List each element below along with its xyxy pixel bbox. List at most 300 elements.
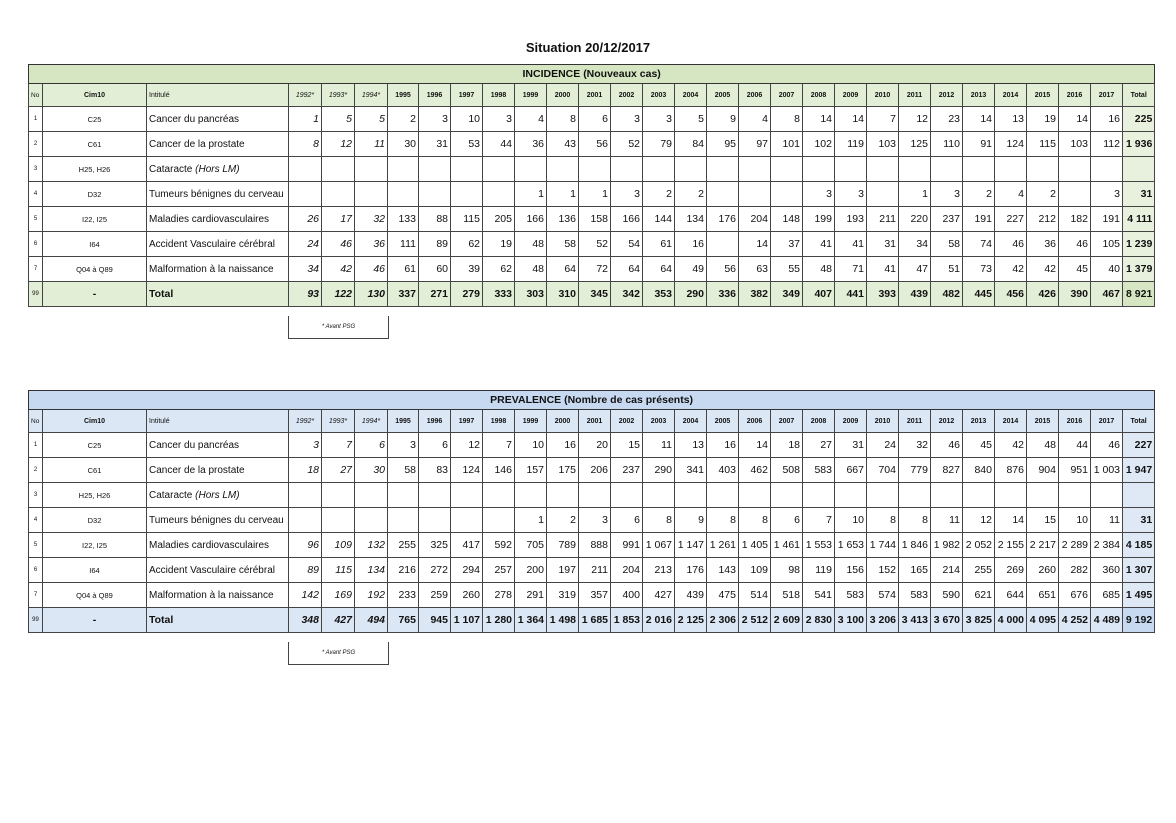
- row-cim10-code: D32: [43, 182, 147, 207]
- table-row: [29, 558, 1155, 583]
- value-cell: 7: [322, 433, 355, 458]
- header-year: 2007: [771, 410, 803, 433]
- value-cell: 58: [388, 458, 419, 483]
- value-cell: 514: [739, 583, 771, 608]
- header-year: 2012: [931, 84, 963, 107]
- total-value-cell: 345: [579, 282, 611, 307]
- row-number: 7: [29, 583, 43, 608]
- value-cell: 590: [931, 583, 963, 608]
- total-value-cell: 1 107: [451, 608, 483, 633]
- value-cell: 257: [483, 558, 515, 583]
- value-cell: 56: [707, 257, 739, 282]
- value-cell: 1 067: [643, 533, 675, 558]
- total-value-cell: 2 512: [739, 608, 771, 633]
- value-cell: 7: [803, 508, 835, 533]
- value-cell: 41: [803, 232, 835, 257]
- value-cell: [867, 483, 899, 508]
- value-cell: 644: [995, 583, 1027, 608]
- total-row-label: Total: [147, 608, 289, 633]
- total-row-label: Total: [147, 282, 289, 307]
- value-cell: [803, 483, 835, 508]
- value-cell: 1: [547, 182, 579, 207]
- row-cim10-code: D32: [43, 508, 147, 533]
- value-cell: [899, 483, 931, 508]
- value-cell: 48: [1027, 433, 1059, 458]
- value-cell: 259: [419, 583, 451, 608]
- value-cell: 72: [579, 257, 611, 282]
- value-cell: 124: [995, 132, 1027, 157]
- row-label-text: Accident Vasculaire cérébral: [149, 564, 275, 576]
- row-label-text: Malformation à la naissance: [149, 589, 274, 601]
- total-value-cell: 482: [931, 282, 963, 307]
- row-label-text: Tumeurs bénignes du cerveau: [149, 514, 284, 526]
- header-year: 2015: [1027, 410, 1059, 433]
- value-cell: [547, 483, 579, 508]
- row-cim10-code: I64: [43, 558, 147, 583]
- value-cell: [931, 157, 963, 182]
- header-intitule: Intitulé: [147, 84, 289, 107]
- value-cell: 214: [931, 558, 963, 583]
- value-cell: [451, 483, 483, 508]
- value-cell: 115: [1027, 132, 1059, 157]
- value-cell: [1059, 182, 1091, 207]
- value-cell: 26: [289, 207, 322, 232]
- row-label-text: Cancer de la prostate: [149, 464, 245, 476]
- value-cell: 12: [963, 508, 995, 533]
- value-cell: 3: [835, 182, 867, 207]
- value-cell: 667: [835, 458, 867, 483]
- value-cell: [451, 182, 483, 207]
- value-cell: 3: [419, 107, 451, 132]
- total-value-cell: 333: [483, 282, 515, 307]
- header-year: 2016: [1059, 84, 1091, 107]
- value-cell: 269: [995, 558, 1027, 583]
- value-cell: 12: [899, 107, 931, 132]
- value-cell: 212: [1027, 207, 1059, 232]
- value-cell: [579, 157, 611, 182]
- total-value-cell: 1 685: [579, 608, 611, 633]
- value-cell: [388, 508, 419, 533]
- value-cell: 5: [355, 107, 388, 132]
- header-year: 1999: [515, 410, 547, 433]
- header-total: Total: [1123, 84, 1155, 107]
- total-value-cell: 439: [899, 282, 931, 307]
- value-cell: 143: [707, 558, 739, 583]
- value-cell: 876: [995, 458, 1027, 483]
- value-cell: 2: [675, 182, 707, 207]
- value-cell: 621: [963, 583, 995, 608]
- value-cell: 48: [515, 257, 547, 282]
- value-cell: 46: [1059, 232, 1091, 257]
- value-cell: [483, 483, 515, 508]
- row-label: [147, 257, 289, 282]
- header-year: 2016: [1059, 410, 1091, 433]
- header-year: 2003: [643, 410, 675, 433]
- total-value-cell: 393: [867, 282, 899, 307]
- value-cell: 54: [611, 232, 643, 257]
- header-year: 2017: [1091, 410, 1123, 433]
- total-value-cell: 1 498: [547, 608, 579, 633]
- incidence-table: [28, 64, 1155, 307]
- value-cell: 206: [579, 458, 611, 483]
- value-cell: [322, 182, 355, 207]
- value-cell: 37: [771, 232, 803, 257]
- value-cell: 3: [289, 433, 322, 458]
- value-cell: 15: [611, 433, 643, 458]
- value-cell: 110: [931, 132, 963, 157]
- value-cell: 175: [547, 458, 579, 483]
- value-cell: 439: [675, 583, 707, 608]
- value-cell: [451, 157, 483, 182]
- value-cell: 157: [515, 458, 547, 483]
- value-cell: [963, 157, 995, 182]
- value-cell: 951: [1059, 458, 1091, 483]
- row-number: 1: [29, 107, 43, 132]
- value-cell: 14: [739, 232, 771, 257]
- value-cell: 46: [355, 257, 388, 282]
- value-cell: 211: [867, 207, 899, 232]
- total-value-cell: 3 670: [931, 608, 963, 633]
- header-cim10: Cim10: [43, 410, 147, 433]
- value-cell: 34: [289, 257, 322, 282]
- table-row: [29, 483, 1155, 508]
- value-cell: 63: [739, 257, 771, 282]
- total-value-cell: 945: [419, 608, 451, 633]
- value-cell: [643, 483, 675, 508]
- row-total: 31: [1123, 508, 1155, 533]
- header-year: 1999: [515, 84, 547, 107]
- value-cell: 12: [451, 433, 483, 458]
- value-cell: 136: [547, 207, 579, 232]
- total-value-cell: 130: [355, 282, 388, 307]
- row-total: 227: [1123, 433, 1155, 458]
- value-cell: 36: [1027, 232, 1059, 257]
- value-cell: 2 217: [1027, 533, 1059, 558]
- table-row: [29, 207, 1155, 232]
- value-cell: [388, 157, 419, 182]
- value-cell: 18: [289, 458, 322, 483]
- row-label-text: Tumeurs bénignes du cerveau: [149, 188, 284, 200]
- value-cell: 6: [419, 433, 451, 458]
- total-row: [29, 282, 1155, 307]
- row-label-text: Maladies cardiovasculaires: [149, 213, 270, 225]
- value-cell: 14: [963, 107, 995, 132]
- header-year: 2013: [963, 84, 995, 107]
- value-cell: [707, 483, 739, 508]
- value-cell: 400: [611, 583, 643, 608]
- value-cell: 39: [451, 257, 483, 282]
- value-cell: 191: [963, 207, 995, 232]
- total-value-cell: 2 306: [707, 608, 739, 633]
- value-cell: 357: [579, 583, 611, 608]
- row-cim10-code: C25: [43, 433, 147, 458]
- value-cell: 109: [322, 533, 355, 558]
- value-cell: 32: [899, 433, 931, 458]
- value-cell: 260: [451, 583, 483, 608]
- value-cell: 827: [931, 458, 963, 483]
- value-cell: 1 261: [707, 533, 739, 558]
- row-cim10-code: Q04 à Q89: [43, 583, 147, 608]
- value-cell: 205: [483, 207, 515, 232]
- value-cell: [739, 182, 771, 207]
- value-cell: 111: [388, 232, 419, 257]
- value-cell: [451, 508, 483, 533]
- value-cell: 89: [419, 232, 451, 257]
- value-cell: 360: [1091, 558, 1123, 583]
- value-cell: 592: [483, 533, 515, 558]
- row-cim10-code: Q04 à Q89: [43, 257, 147, 282]
- value-cell: 6: [355, 433, 388, 458]
- row-number: 4: [29, 182, 43, 207]
- incidence-footnote: * Avant PSG: [288, 316, 389, 339]
- value-cell: [611, 157, 643, 182]
- value-cell: 9: [675, 508, 707, 533]
- value-cell: 176: [675, 558, 707, 583]
- value-cell: [867, 157, 899, 182]
- value-cell: [995, 483, 1027, 508]
- header-year: 2014: [995, 410, 1027, 433]
- header-year: 2008: [803, 84, 835, 107]
- value-cell: 48: [803, 257, 835, 282]
- header-year: 2008: [803, 410, 835, 433]
- value-cell: 1 461: [771, 533, 803, 558]
- total-value-cell: 93: [289, 282, 322, 307]
- value-cell: [1027, 483, 1059, 508]
- value-cell: 13: [995, 107, 1027, 132]
- row-number: 4: [29, 508, 43, 533]
- total-value-cell: 290: [675, 282, 707, 307]
- value-cell: 991: [611, 533, 643, 558]
- value-cell: 2: [963, 182, 995, 207]
- header-year: 1994*: [355, 84, 388, 107]
- value-cell: 14: [1059, 107, 1091, 132]
- value-cell: 583: [803, 458, 835, 483]
- total-value-cell: 279: [451, 282, 483, 307]
- row-total: 1 379: [1123, 257, 1155, 282]
- value-cell: 427: [643, 583, 675, 608]
- total-value-cell: 467: [1091, 282, 1123, 307]
- value-cell: 199: [803, 207, 835, 232]
- value-cell: 74: [963, 232, 995, 257]
- row-cim10-code: H25, H26: [43, 157, 147, 182]
- value-cell: [707, 157, 739, 182]
- value-cell: 6: [611, 508, 643, 533]
- value-cell: [419, 182, 451, 207]
- row-label: [147, 533, 289, 558]
- value-cell: 64: [643, 257, 675, 282]
- value-cell: 52: [579, 232, 611, 257]
- header-year: 1993*: [322, 410, 355, 433]
- value-cell: 36: [515, 132, 547, 157]
- value-cell: 272: [419, 558, 451, 583]
- total-value-cell: 3 413: [899, 608, 931, 633]
- header-year: 1995: [388, 84, 419, 107]
- total-value-cell: 1 853: [611, 608, 643, 633]
- header-year: 2013: [963, 410, 995, 433]
- value-cell: 583: [835, 583, 867, 608]
- value-cell: 142: [289, 583, 322, 608]
- value-cell: 8: [867, 508, 899, 533]
- value-cell: 30: [355, 458, 388, 483]
- value-cell: 112: [1091, 132, 1123, 157]
- header-intitule: Intitulé: [147, 410, 289, 433]
- prevalence-footnote: * Avant PSG: [288, 642, 389, 665]
- value-cell: 133: [388, 207, 419, 232]
- row-label-text: Cataracte: [149, 163, 196, 175]
- row-total: 31: [1123, 182, 1155, 207]
- value-cell: 84: [675, 132, 707, 157]
- value-cell: 840: [963, 458, 995, 483]
- value-cell: 134: [675, 207, 707, 232]
- value-cell: 20: [579, 433, 611, 458]
- value-cell: 32: [355, 207, 388, 232]
- value-cell: 166: [611, 207, 643, 232]
- header-year: 2002: [611, 410, 643, 433]
- value-cell: 83: [419, 458, 451, 483]
- header-year: 2004: [675, 410, 707, 433]
- value-cell: [675, 157, 707, 182]
- row-label: [147, 107, 289, 132]
- value-cell: 41: [835, 232, 867, 257]
- value-cell: 1: [579, 182, 611, 207]
- value-cell: 1 003: [1091, 458, 1123, 483]
- value-cell: 3: [388, 433, 419, 458]
- table-title: PREVALENCE (Nombre de cas présents): [29, 391, 1155, 410]
- value-cell: 233: [388, 583, 419, 608]
- value-cell: 17: [322, 207, 355, 232]
- value-cell: 192: [355, 583, 388, 608]
- row-label: [147, 458, 289, 483]
- row-number: 2: [29, 458, 43, 483]
- value-cell: [739, 157, 771, 182]
- row-total: [1123, 157, 1155, 182]
- row-label-text: Accident Vasculaire cérébral: [149, 238, 275, 250]
- value-cell: 3: [483, 107, 515, 132]
- row-label-note: (Hors LM): [195, 163, 240, 175]
- value-cell: 23: [931, 107, 963, 132]
- header-no: No: [29, 410, 43, 433]
- table-row: [29, 157, 1155, 182]
- value-cell: [771, 483, 803, 508]
- value-cell: 197: [547, 558, 579, 583]
- row-label: [147, 182, 289, 207]
- header-year: 1996: [419, 84, 451, 107]
- table-row: [29, 433, 1155, 458]
- header-year: 2006: [739, 84, 771, 107]
- row-number: 1: [29, 433, 43, 458]
- value-cell: 200: [515, 558, 547, 583]
- value-cell: 325: [419, 533, 451, 558]
- value-cell: 888: [579, 533, 611, 558]
- value-cell: 341: [675, 458, 707, 483]
- value-cell: [1091, 157, 1123, 182]
- header-year: 1998: [483, 410, 515, 433]
- header-year: 2007: [771, 84, 803, 107]
- value-cell: 125: [899, 132, 931, 157]
- value-cell: 144: [643, 207, 675, 232]
- header-year: 2011: [899, 410, 931, 433]
- value-cell: 146: [483, 458, 515, 483]
- value-cell: 10: [835, 508, 867, 533]
- value-cell: 11: [355, 132, 388, 157]
- total-value-cell: 441: [835, 282, 867, 307]
- row-total: 1 307: [1123, 558, 1155, 583]
- value-cell: 46: [322, 232, 355, 257]
- header-year: 1994*: [355, 410, 388, 433]
- value-cell: 156: [835, 558, 867, 583]
- total-row: [29, 608, 1155, 633]
- header-year: 2001: [579, 84, 611, 107]
- value-cell: 8: [771, 107, 803, 132]
- value-cell: 3: [611, 107, 643, 132]
- header-year: 2015: [1027, 84, 1059, 107]
- row-cim10-code: C25: [43, 107, 147, 132]
- value-cell: 44: [483, 132, 515, 157]
- value-cell: [707, 232, 739, 257]
- row-number: 6: [29, 558, 43, 583]
- value-cell: 71: [835, 257, 867, 282]
- value-cell: [419, 508, 451, 533]
- header-year: 2009: [835, 84, 867, 107]
- value-cell: 91: [963, 132, 995, 157]
- value-cell: 124: [451, 458, 483, 483]
- header-cim10: Cim10: [43, 84, 147, 107]
- row-label: [147, 207, 289, 232]
- value-cell: 255: [388, 533, 419, 558]
- row-label: [147, 132, 289, 157]
- value-cell: 43: [547, 132, 579, 157]
- value-cell: 176: [707, 207, 739, 232]
- value-cell: 49: [675, 257, 707, 282]
- value-cell: 30: [388, 132, 419, 157]
- row-label: [147, 558, 289, 583]
- value-cell: 52: [611, 132, 643, 157]
- value-cell: 53: [451, 132, 483, 157]
- total-value-cell: 122: [322, 282, 355, 307]
- value-cell: 220: [899, 207, 931, 232]
- value-cell: 58: [931, 232, 963, 257]
- value-cell: 1: [289, 107, 322, 132]
- value-cell: 5: [322, 107, 355, 132]
- value-cell: 3: [579, 508, 611, 533]
- row-total: 1 495: [1123, 583, 1155, 608]
- total-value-cell: 353: [643, 282, 675, 307]
- value-cell: 148: [771, 207, 803, 232]
- value-cell: 40: [1091, 257, 1123, 282]
- value-cell: 103: [1059, 132, 1091, 157]
- header-year: 2014: [995, 84, 1027, 107]
- total-value-cell: 4 000: [995, 608, 1027, 633]
- value-cell: 60: [419, 257, 451, 282]
- row-label-text: Malformation à la naissance: [149, 263, 274, 275]
- total-value-cell: 336: [707, 282, 739, 307]
- value-cell: [483, 508, 515, 533]
- value-cell: 4: [995, 182, 1027, 207]
- value-cell: 290: [643, 458, 675, 483]
- row-label: [147, 232, 289, 257]
- total-value-cell: 390: [1059, 282, 1091, 307]
- value-cell: [995, 157, 1027, 182]
- value-cell: 11: [1091, 508, 1123, 533]
- row-number: 2: [29, 132, 43, 157]
- value-cell: 685: [1091, 583, 1123, 608]
- value-cell: 3: [611, 182, 643, 207]
- value-cell: 89: [289, 558, 322, 583]
- table-row: [29, 232, 1155, 257]
- value-cell: 95: [707, 132, 739, 157]
- row-total: 1 936: [1123, 132, 1155, 157]
- row-total: 225: [1123, 107, 1155, 132]
